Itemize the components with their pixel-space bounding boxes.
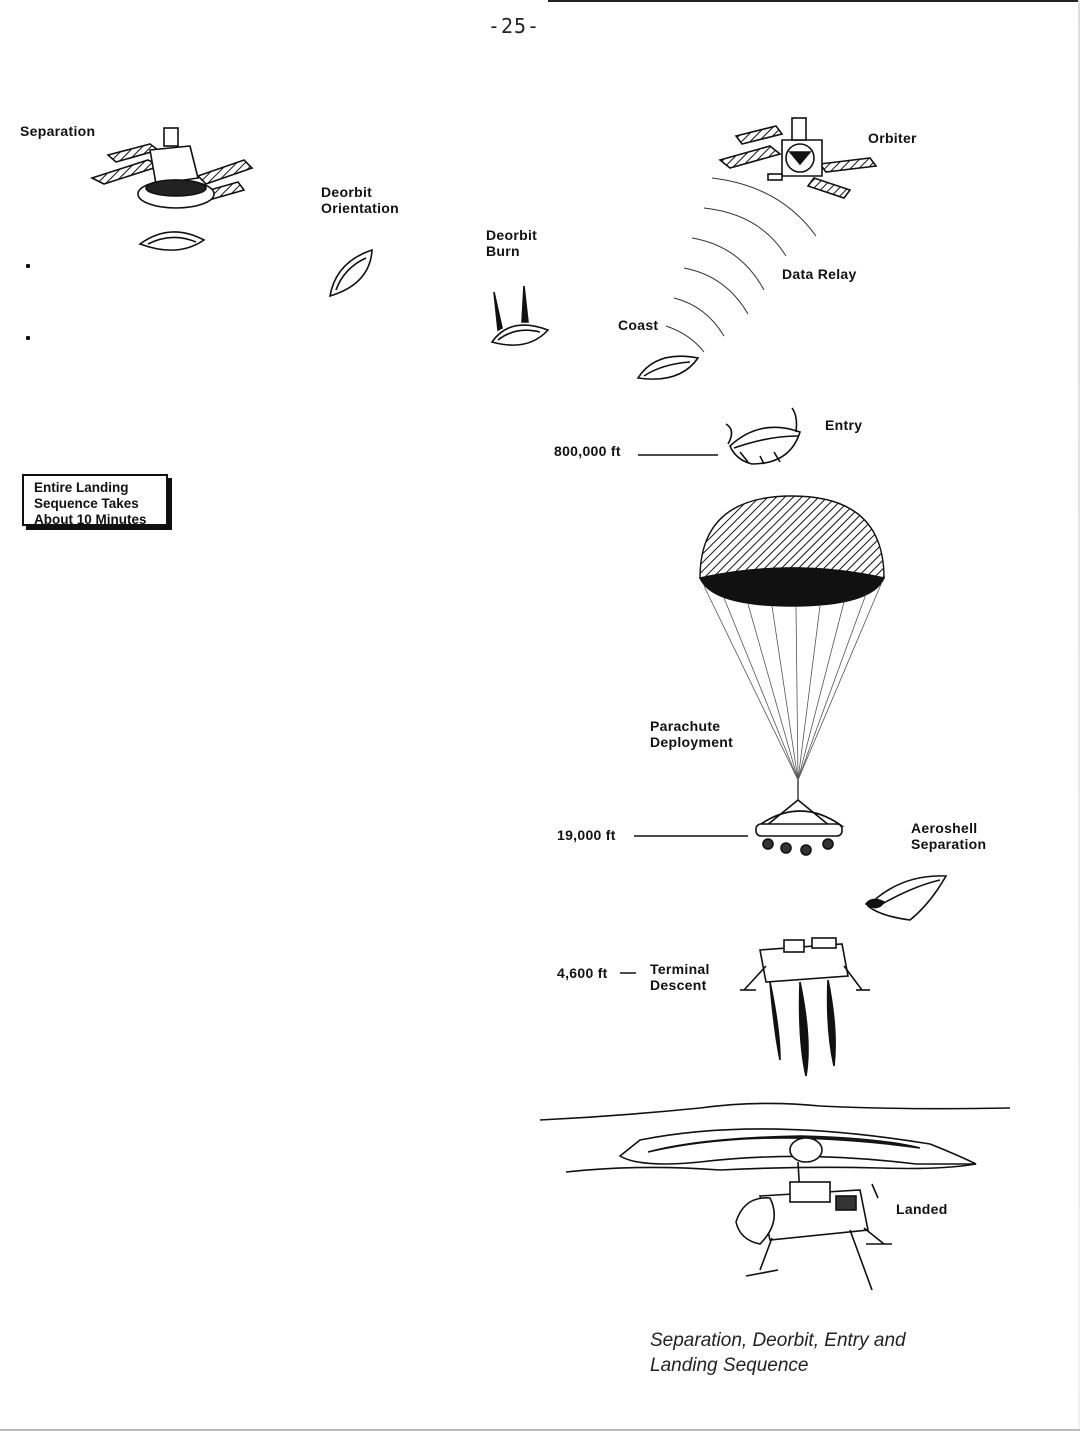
caption-line: Separation, Deorbit, Entry and [650,1330,906,1351]
entry-capsule-icon [726,408,800,464]
label-parachute-altitude: 19,000 ft [557,827,616,843]
deorbit-burn-capsule-icon [492,286,548,345]
label-entry-altitude: 800,000 ft [554,443,621,459]
label-line: Deorbit [321,184,373,200]
label-line: Orientation [321,200,399,216]
figure-caption [650,1328,906,1378]
label-line: Descent [650,977,707,993]
label-terminal-altitude: 4,600 ft [557,965,608,981]
label-landed: Landed [896,1201,948,1217]
label-terminal-descent [650,961,710,993]
label-deorbit-orientation [321,184,399,216]
label-line: Deployment [650,734,734,750]
lander-in-aeroshell-icon [756,800,842,855]
label-entry: Entry [825,417,863,433]
note-line: Sequence Takes [34,496,139,511]
parachute-icon [700,496,884,800]
label-separation: Separation [20,123,96,139]
page-number: -25- [487,14,541,38]
label-deorbit-burn [486,227,537,259]
terminal-descent-lander-icon [740,938,870,1076]
label-orbiter: Orbiter [868,130,917,146]
aeroshell-icon [866,876,946,920]
orbiter-spacecraft-icon [720,118,876,198]
separation-spacecraft-icon [92,128,252,250]
label-parachute-deployment [650,718,733,750]
martian-terrain-icon [540,1103,1010,1172]
label-aeroshell-separation [911,820,986,852]
label-line: Parachute [650,718,721,734]
label-line: Terminal [650,961,710,977]
label-line: Separation [911,836,987,852]
label-line: Deorbit [486,227,538,243]
mark-dot [26,336,30,340]
landed-lander-icon [736,1138,892,1290]
coast-capsule-icon [638,356,698,379]
label-coast: Coast [618,317,659,333]
mark-dot [26,264,30,268]
data-relay-signal-icon [666,178,816,352]
note-line: Entire Landing [34,480,129,495]
note-line: About 10 Minutes [34,512,147,527]
label-line: Aeroshell [911,820,978,836]
deorbit-orientation-capsule-icon [330,250,372,296]
label-line: Burn [486,243,520,259]
duration-note-box [22,474,168,526]
label-data-relay: Data Relay [782,266,857,282]
caption-line: Landing Sequence [650,1355,809,1376]
